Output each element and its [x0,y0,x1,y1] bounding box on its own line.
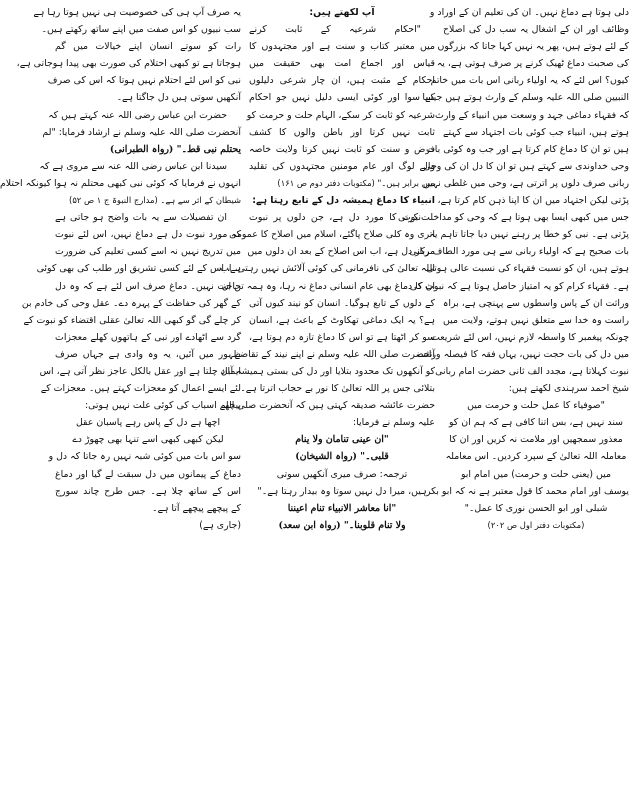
text-line: ہیں، میرا دل نہیں سوتا وہ بیدار رہتا ہے۔" [257,485,427,497]
text-line: کہ مورد نبوت دل ہے دماغ نہیں، اس لئے نبوت [55,229,241,241]
text-line: سند نہیں ہے، بس اتنا کافی ہے کہ ہم ان کو [448,417,624,429]
text-line: ہے؟ یہ ایک دماغی تھکاوٹ کے باعث ہے، انسان [249,314,435,326]
text-line: نبوت کہلاتا ہے، مجدد الف ثانی حضرت امام ربانی [435,365,629,377]
text-line: یہ صرف آپ ہی کی خصوصیت ہی نہیں ہوتا رہا ہے [33,7,241,18]
text-line: راست وہ خدا سے متعلق نہیں ہوتے، ولایت میں [443,314,629,326]
text-line: اللہ تعالیٰ کی نافرمانی کی کوئی آلائش نہیں رہتی، اب [220,263,435,275]
text-line: سو کر اٹھتا ہے تو اس کا دماغ تازہ دم ہوتا ہے، [249,331,435,343]
text-line: انہوں نے فرمایا کہ کوئی نبی کبھی محتلم نہ ہوا کیونکہ احتلام [0,177,241,189]
text-line: والے لوگ اور عام مومنین مجتہدوں کی تقلید [249,160,435,172]
text-line: کو آنکھوں تک محدود بتلایا اور دل کی بستی ہمیشہ آباد [220,365,435,377]
text-line: ہے، اس کے لئے کسی تشریق اور طلب کی بھی کوئی [36,263,241,275]
text-line: معاملہ اللہ تعالیٰ کے سپرد کردیں۔ اس معاملہ [445,451,627,463]
text-line: ولا تنام قلوبنا۔" (رواہ ابن سعد) [278,519,406,531]
text-line: ربانی صرف دلوں پر اترتی ہے، وحی میں غلطی نہیں [422,177,629,189]
text-line: کے پیچھے پیچھے آتا ہے۔ [151,502,241,514]
text-line: کے سوا اور کوئی ایسی دلیل نہیں جو احکام [249,92,435,104]
text-line: ہوجاتا ہے تو کبھی احتلام کی صورت بھی پیدا ہوجاتی ہے، [16,58,241,70]
text-line: ہوتے ہیں، ان کو نسبت فقہاء کی نسبت عالی ہوتی [426,263,629,275]
text-line: "احکام شرعیہ کے ثابت کرنے [249,24,421,36]
text-line: کے گھر کی حفاظت کے پہرہ دے۔ عقل وحی کی خادم بن [21,297,241,309]
text-line: علیہ وسلم نے فرمایا: [353,417,435,429]
text-columns [0,4,633,791]
text-line: کہ فقہاء دماغی جہد و وسعت میں انبیاء کے وارث [435,109,629,121]
text-line: رات کو سوتے انسان اپنے خیالات میں گم [55,41,241,53]
text-line: شیطان کے اثر سے ہے۔ (مدارج النبوۃ ج ۱ ص ۵۲) [69,195,241,206]
text-line: سو اس بات میں کوئی شبہ نہیں رہ جاتا کہ دل و [48,451,241,463]
text-line: ہوتے ہیں، انبیاء جب کوئی بات اجتہاد سے کہتے [443,126,629,138]
text-line: اچھا ہے دل کے پاس رہے پاسبان عقل [75,417,221,429]
text-line: شیخ احمد سرہندی لکھتے ہیں: [508,383,629,395]
text-line: آپ لکھتے ہیں: [309,7,375,18]
text-line: اس کے ساتھ چلا ہے۔ جس طرح چاند سورج [55,485,241,497]
text-line: پڑتی لیکن اجتہاد میں ان کا اپنا ذہن کام کرتا ہے، [437,195,629,207]
text-line: میں (یعنی حلت و حرمت) میں امام ابو [460,468,612,480]
text-line: یحتلم نبی قط۔" (رواہ الطبرانی) [109,143,241,155]
text-line: ہے۔ فقہاء کرام کو یہ امتیاز حاصل ہوتا ہے کہ نبوت کی [409,280,629,292]
text-line: انبیاء کا دماغ ہمیشہ دل کے تابع رہتا ہے: [252,195,435,207]
text-line: آنحضرت صلی اللہ علیہ وسلم نے ارشاد فرمایا: "لم [42,126,241,138]
text-line: اتری وہ کلی صلاح پاگئے، اسلام میں اصلاح کا عمومی [229,229,435,241]
text-line: آنکھیں سوتی ہیں دل جاگتا ہے۔ [116,92,241,104]
text-line: لئے ایسے اعمال کو معجزات کہتے ہیں۔ معجزات کے [40,383,241,395]
text-line: میں تدریج نہیں نہ اسے کسی تعلیم کی ضرورت [55,246,241,258]
text-line: حضرت ابن عباس رضی اللہ عنہ کہتے ہیں کہ [48,109,227,121]
text-line: معذور سمجھیں اور ملامت نہ کریں اور ان کا [449,434,623,446]
text-line: میں برابر ہیں۔" (مکتوبات دفتر دوم ص ۱۶۱) [277,177,435,188]
text-line: چونکہ پیغمبر کا واسطہ لازم نہیں، اس لئے شریعت [431,331,629,343]
text-line: النبیین صلی اللہ علیہ وسلم کے وارث ہوتے ہیں جیسا [422,92,629,104]
text-line: شرعیہ کو ثابت کر سکے، الہام حلت و حرمت کو [246,109,435,121]
text-line: "ان عینی تنامان ولا ینام [295,434,389,446]
text-line: بتلائی جس پر اللہ تعالیٰ کا نور بے حجاب اترتا ہے۔ [240,383,435,395]
column-right [397,4,633,791]
text-line: کے دلوں کے تابع ہوگیا۔ انسان کو نیند کیوں آتی [249,297,435,309]
text-line: میں معتبر کتاب و سنت ہے اور مجتہدوں کا [249,41,435,53]
text-line: ترجمہ: صرف میری آنکھیں سوتی [276,468,408,480]
text-line: حاجت نہیں۔ دماغ صرف اس لئے ہے کہ وہ دل [55,280,241,292]
text-line: نبوت کا مورد دل ہے، جن دلوں پر نبوت [249,212,421,224]
text-line: وظائف اور ان کے اشغال یہ سب دل کی اصلاح [443,24,629,36]
text-line: سب نبیوں کو اس صفت میں اپنے ساتھ رکھتے ہیں۔ [41,24,241,36]
column-left [0,4,245,791]
text-line: احکام کے مثبت ہیں، ان چار شرعی دلیلوں [249,75,435,87]
text-line: (مکتوبات دفتر اول ص ۲۰۲) [487,519,585,530]
text-line: شبلی اور ابو الحسن نوری کا عمل۔" [464,502,608,514]
text-line: پڑتی ہے۔ نبی کو خطا پر رہنے نہیں دیا جاتا تاہم یہ [429,229,629,241]
text-line: آنحضرت صلی اللہ علیہ وسلم نے اپنے نیند کے تقاضے [234,348,435,360]
text-line: حضرت عائشہ صدیقہ کہتی ہیں کہ آنحضرت صلی اللہ [220,400,435,412]
text-line: ظہور میں آئیں، یہ وہ وادی ہے جہاں صرف [55,348,241,360]
text-line: سیدنا ابن عباس رضی اللہ عنہ سے مروی ہے کہ [39,160,227,172]
text-line: پیچھے اسباب کی کوئی علت نہیں ہوتی: [84,400,241,412]
text-line: قیاس اور اجماع امت بھی حقیقت میں [249,58,435,70]
text-line: دلی ہوتا ہے دماغ نہیں۔ ان کی تعلیم ان کے اوراد و [429,7,629,18]
text-line: وراثت ان کے پاس واسطوں سے پہنچی ہے، براہ [442,297,629,309]
text-line: کے لئے ہوتے ہیں، پھر یہ نہیں کہا جاتا کہ بزرگوں [437,41,629,53]
text-line: "انا معاشر الانبیاء تنام اعیننا [287,502,397,514]
text-line: بات صحیح ہے کہ اولیاء ربانی سے ہی مورد الطاف ربانی [409,246,629,258]
text-line: "صوفیاء کا عمل حلت و حرمت میں [467,400,605,412]
text-line: فرض و سنت کو ثابت نہیں کرتا ولایت خاصہ [249,143,435,155]
text-line: کر چلے گی گو کبھی اللہ تعالیٰ عقلی اقتضاء کو نبوت کے [23,314,241,326]
text-line: میں دل کی بات حجت نہیں، یہاں فقہ کا فیصلہ وراثت [417,348,629,360]
text-line: ان تفصیلات سے یہ بات واضح ہو جاتی ہے [55,212,227,224]
text-line: لیکن کبھی کبھی اسے تنہا بھی چھوڑ دے [72,434,224,446]
text-line: ہیں تو ان کا دماغ کام کرتا ہے اور جب وہ کوئی بات [425,143,629,155]
text-line: (جاری ہے) [199,519,241,531]
text-line: ثابت نہیں کرتا اور باطن والوں کا کشف [249,126,435,138]
text-line: قلبی۔" (رواہ الشیخان) [295,451,389,463]
text-line: وحی خداوندی سے کہتے ہیں تو ان کا دل ان کی وحی [423,160,629,172]
text-line: مرکز دل ہے، اب اس اصلاح کے بعد ان دلوں میں [247,246,435,258]
text-line: نبی کو اس لئے احتلام نہیں ہوتا کہ اس کی صرف [47,75,241,87]
text-line: کیوں؟ اس لئے کہ یہ اولیاء ربانی اس بات میں خاتم [430,75,629,87]
text-line: کی صحبت دماغ ٹھیک کرنے پر صرف ہوتی ہے، یہ [436,58,629,70]
text-line: دماغ کے پیمانوں میں دل سبقت لے گیا اور دماغ [55,468,241,480]
text-line: گرد سے اٹھادے اور نبی کے ہاتھوں کھلے معجزات [55,331,241,343]
text-line: یوسف اور امام محمد کا قول معتبر ہے نہ کہ ابو بکر [425,485,629,497]
text-line: ان کا دماغ بھی عام انسانی دماغ نہ رہا، وہ ہمہ تن ان [221,280,435,292]
text-line: جس میں کبھی ایسا بھی ہوتا ہے کہ وحی کو مداخلت کرنی [397,212,629,224]
text-line: ایمان چلتا ہے اور عقل بالکل عاجز نظر آتی ہے، اس [39,365,241,377]
